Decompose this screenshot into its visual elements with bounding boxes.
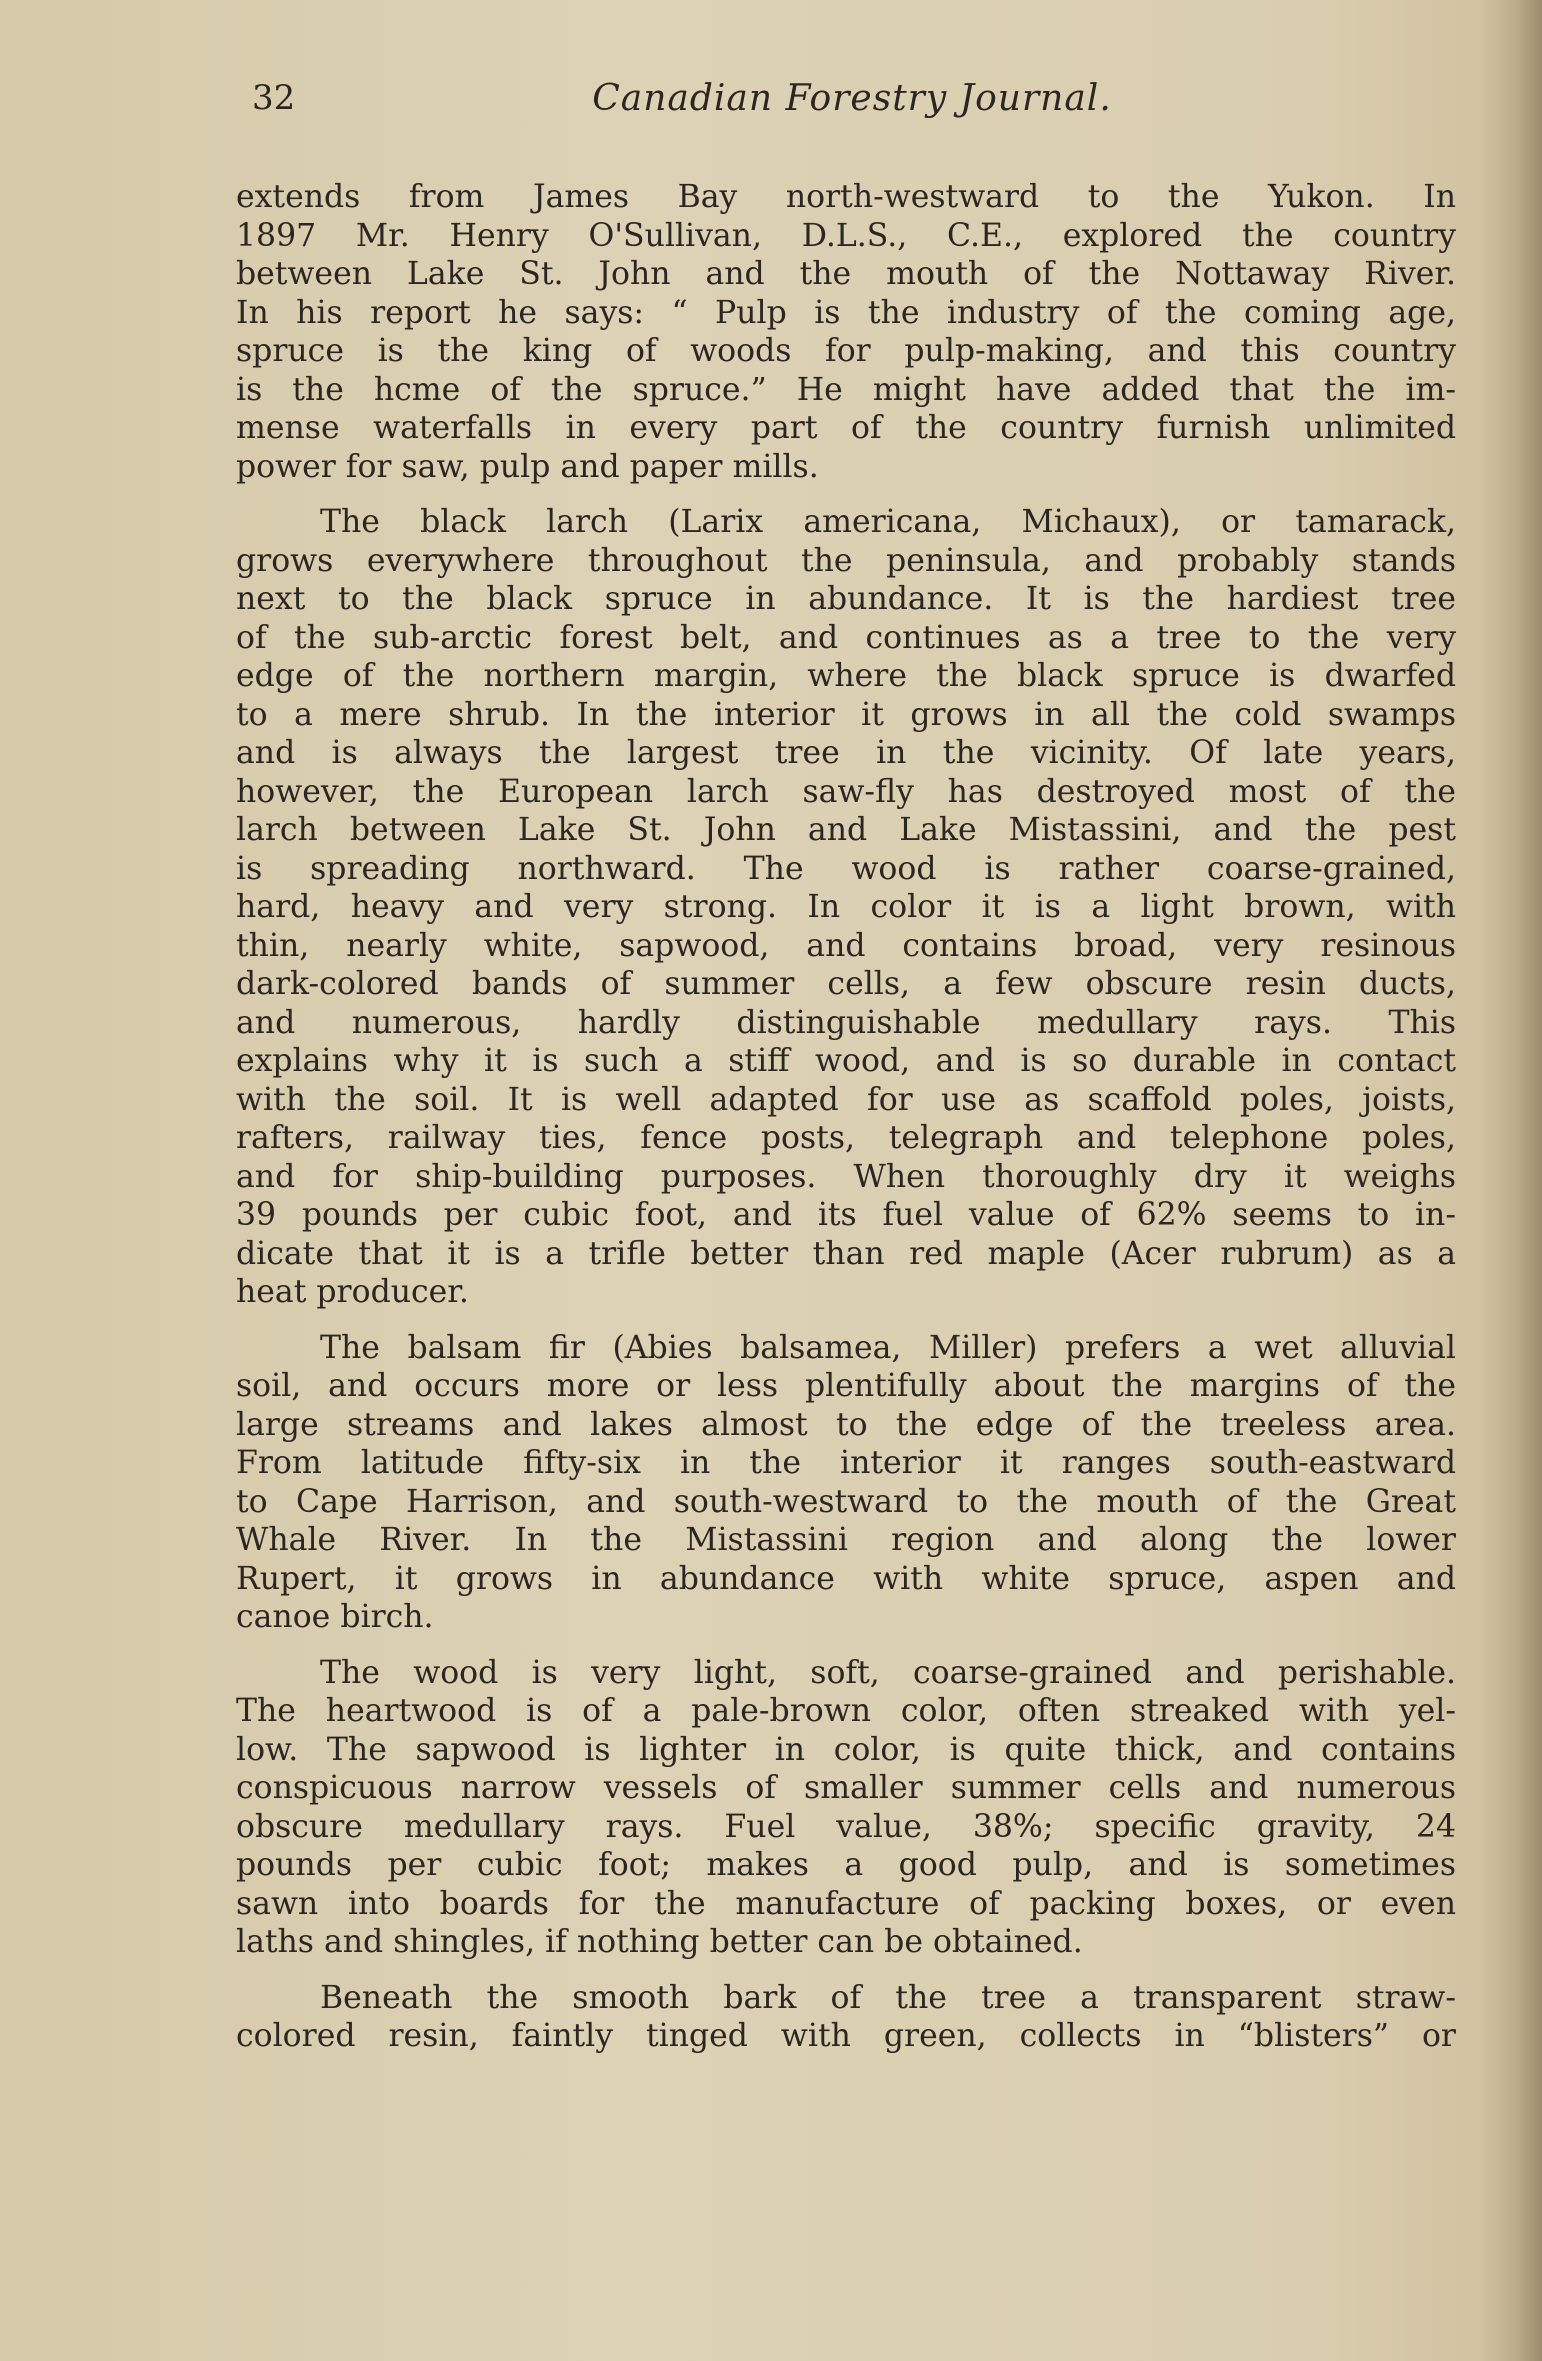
text-line: is the hcme of the spruce.” He might have added that the im- <box>236 371 1456 408</box>
text-line: explains why it is such a stiff wood, and is so durable in contact <box>236 1043 1456 1079</box>
text-line: 39 pounds per cubic foot, and its fuel value of 62% seems to in- <box>236 1197 1456 1233</box>
text-line: to a mere shrub. In the interior it grows in all the cold swamps <box>236 696 1456 733</box>
page-edge-shadow <box>1482 0 1542 2361</box>
text-line: dicate that it is a trifle better than red maple (Acer rubrum) as a <box>236 1235 1456 1272</box>
text-line: hard, heavy and very strong. In color it is a light brown, with <box>236 889 1456 925</box>
text-line: pounds per cubic foot; makes a good pulp, and is sometimes <box>236 1847 1456 1883</box>
text-line: Beneath the smooth bark of the tree a transparent straw- <box>320 1979 1456 2016</box>
paragraph-fir-wood <box>236 1654 1456 1962</box>
text-line: The heartwood is of a pale-brown color, often streaked with yel- <box>236 1693 1456 1729</box>
text-line: edge of the northern margin, where the black spruce is dwarfed <box>236 658 1456 694</box>
text-line: The black larch (Larix americana, Michaux), or tamarack, <box>320 504 1456 540</box>
page-header <box>252 78 1452 138</box>
text-line: and numerous, hardly distinguishable medullary rays. This <box>236 1004 1456 1041</box>
text-line: and for ship-building purposes. When thoroughly dry it weighs <box>236 1158 1456 1195</box>
text-line: thin, nearly white, sapwood, and contains broad, very resinous <box>236 927 1456 964</box>
text-line: large streams and lakes almost to the edge of the treeless area. <box>236 1406 1456 1443</box>
text-line: Rupert, it grows in abundance with white spruce, aspen and <box>236 1560 1456 1597</box>
text-line: colored resin, faintly tinged with green, collects in “blisters” or <box>236 2018 1456 2054</box>
text-line: soil, and occurs more or less plentifully about the margins of the <box>236 1368 1456 1404</box>
text-line: extends from James Bay north-westward to the Yukon. In <box>236 179 1456 215</box>
text-line: larch between Lake St. John and Lake Mistassini, and the pest <box>236 812 1456 848</box>
paragraph-resin <box>236 1979 1456 2056</box>
text-line: is spreading northward. The wood is rather coarse-grained, <box>236 850 1456 887</box>
text-line: dark-colored bands of summer cells, a few obscure resin ducts, <box>236 966 1456 1002</box>
text-line: conspicuous narrow vessels of smaller summer cells and numerous <box>236 1770 1456 1806</box>
text-line: with the soil. It is well adapted for use as scaffold poles, joists, <box>236 1081 1456 1118</box>
text-line: sawn into boards for the manufacture of packing boxes, or even <box>236 1885 1456 1922</box>
text-line: From latitude fifty-six in the interior it ranges south-eastward <box>236 1445 1456 1481</box>
page-number: 32 <box>252 78 296 118</box>
running-title: Canadian Forestry Journal. <box>592 78 1112 119</box>
paragraph-spruce-pulp <box>236 178 1456 486</box>
text-line: low. The sapwood is lighter in color, is quite thick, and contains <box>236 1731 1456 1768</box>
text-line: heat producer. <box>236 1274 469 1310</box>
text-line: rafters, railway ties, fence posts, telegraph and telephone poles, <box>236 1120 1456 1156</box>
text-line: spruce is the king of woods for pulp-making, and this country <box>236 333 1456 369</box>
text-line: The wood is very light, soft, coarse-grained and perishable. <box>320 1654 1456 1691</box>
text-line: power for saw, pulp and paper mills. <box>236 448 819 485</box>
text-line: grows everywhere throughout the peninsula, and probably stands <box>236 542 1456 579</box>
text-line: next to the black spruce in abundance. It is the hardiest tree <box>236 581 1456 617</box>
text-line: and is always the largest tree in the vicinity. Of late years, <box>236 735 1456 771</box>
text-line: laths and shingles, if nothing better can be obtained. <box>236 1924 1083 1960</box>
text-line: of the sub-arctic forest belt, and continues as a tree to the very <box>236 619 1456 656</box>
text-line: to Cape Harrison, and south-westward to the mouth of the Great <box>236 1483 1456 1520</box>
text-line: In his report he says: “ Pulp is the industry of the coming age, <box>236 294 1456 331</box>
text-line: mense waterfalls in every part of the country furnish unlimited <box>236 410 1456 446</box>
text-line: Whale River. In the Mistassini region and along the lower <box>236 1522 1456 1558</box>
text-line: canoe birch. <box>236 1599 434 1635</box>
text-line: however, the European larch saw-fly has destroyed most of the <box>236 773 1456 810</box>
text-line: The balsam fir (Abies balsamea, Miller) prefers a wet alluvial <box>320 1329 1456 1366</box>
paragraph-black-larch <box>236 503 1456 1312</box>
text-line: 1897 Mr. Henry O'Sullivan, D.L.S., C.E., explored the country <box>236 217 1456 254</box>
paragraph-balsam-fir <box>236 1329 1456 1637</box>
article-body <box>236 178 1456 2056</box>
text-line: obscure medullary rays. Fuel value, 38%; specific gravity, 24 <box>236 1808 1456 1845</box>
text-line: between Lake St. John and the mouth of the Nottaway River. <box>236 256 1456 292</box>
